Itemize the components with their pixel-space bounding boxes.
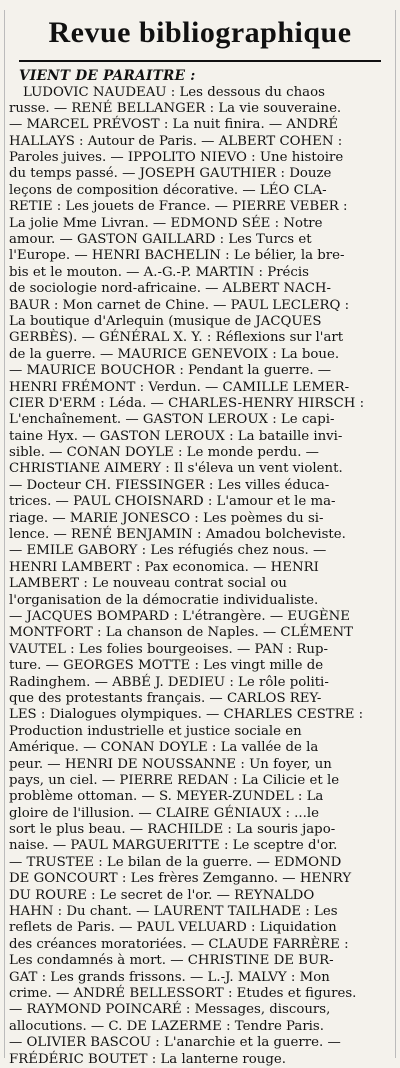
text-line: sort le plus beau. — RACHILDE : La souris japo-	[9, 822, 336, 838]
text-line: HAHN : Du chant. — LAURENT TAILHADE : Les	[9, 904, 338, 920]
text-line: Radinghem. — ABBÉ J. DEDIEU : Le rôle politi-	[9, 674, 329, 690]
text-line: des créances moratoriées. — CLAUDE FARRÈRE :	[9, 936, 349, 952]
text-line: naise. — PAUL MARGUERITTE : Le sceptre d'or.	[9, 838, 338, 854]
text-line: sible. — CONAN DOYLE : Le monde perdu. —	[9, 445, 319, 461]
title-rule	[19, 60, 381, 62]
text-line: pays, un ciel. — PIERRE REDAN : La Cilicie et le	[9, 772, 340, 788]
text-line: — TRUSTEE : Le bilan de la guerre. — EDMOND	[9, 854, 342, 870]
text-line: russe. — RENÉ BELLANGER : La vie souveraine.	[9, 100, 342, 116]
text-line: CIER D'ERM : Léda. — CHARLES-HENRY HIRSCH :	[9, 395, 365, 411]
text-line: HALLAYS : Autour de Paris. — ALBERT COHEN :	[9, 133, 343, 149]
text-line: LAMBERT : Le nouveau contrat social ou	[9, 576, 287, 592]
text-line: problème ottoman. — S. MEYER-ZUNDEL : La	[9, 789, 324, 805]
text-line: — MAURICE BOUCHOR : Pendant la guerre. —	[9, 363, 332, 379]
article-title: Revue bibliographique	[48, 16, 352, 49]
text-line: GERBÈS). — GÉNÉRAL X. Y. : Réflexions sur l'art	[9, 330, 344, 346]
text-line: peur. — HENRI DE NOUSSANNE : Un foyer, un	[9, 756, 332, 772]
text-line: HENRI FRÉMONT : Verdun. — CAMILLE LEMER-	[9, 379, 350, 395]
text-line: CHRISTIANE AIMERY : Il s'éleva un vent violent.	[9, 461, 343, 477]
text-line: — RAYMOND POINCARÉ : Messages, discours,	[9, 1002, 331, 1018]
text-line: — EMILE GABORY : Les réfugiés chez nous. —	[9, 543, 327, 559]
text-line: DU ROURE : Le secret de l'or. — REYNALDO	[9, 887, 315, 903]
text-line: taine Hyx. — GASTON LEROUX : La bataille invi-	[9, 428, 343, 444]
text-line: riage. — MARIE JONESCO : Les poèmes du si-	[9, 510, 324, 526]
text-line: du temps passé. — JOSEPH GAUTHIER : Douze	[9, 166, 332, 182]
text-line: L'enchaînement. — GASTON LEROUX : Le capi-	[9, 412, 335, 428]
text-line: LUDOVIC NAUDEAU : Les dessous du chaos	[23, 84, 325, 100]
text-line: l'organisation de la démocratie individualiste.	[9, 592, 319, 608]
text-line: LES : Dialogues olympiques. — CHARLES CESTRE :	[9, 707, 364, 723]
section-kicker: VIENT DE PARAITRE :	[19, 68, 196, 84]
text-line: BAUR : Mon carnet de Chine. — PAUL LECLERQ :	[9, 297, 350, 313]
text-line: l'Europe. — HENRI BACHELIN : Le bélier, la bre-	[9, 248, 345, 264]
text-line: allocutions. — C. DE LAZERME : Tendre Paris.	[9, 1018, 324, 1034]
text-line: de sociologie nord-africaine. — ALBERT NACH-	[9, 281, 331, 297]
text-line: — JACQUES BOMPARD : L'étrangère. — EUGÈNE	[9, 609, 350, 624]
text-line: Amérique. — CONAN DOYLE : La vallée de la	[9, 740, 319, 756]
article-column	[4, 10, 396, 1067]
text-line: leçons de composition décorative. — LÉO CLA-	[9, 182, 327, 198]
text-line: FRÉDÉRIC BOUTET : La lanterne rouge.	[9, 1051, 286, 1067]
text-line: que des protestants français. — CARLOS REY-	[9, 690, 322, 706]
text-line: ture. — GEORGES MOTTE : Les vingt mille de	[9, 658, 324, 674]
text-line: La jolie Mme Livran. — EDMOND SÉE : Notre	[9, 215, 323, 231]
text-line: — Docteur CH. FIESSINGER : Les villes éduca-	[9, 477, 330, 493]
text-line: de la guerre. — MAURICE GENEVOIX : La boue.	[9, 346, 340, 362]
text-line: lence. — RENÉ BENJAMIN : Amadou bolcheviste.	[9, 527, 346, 543]
text-line: La boutique d'Arlequin (musique de JACQUES	[9, 313, 322, 329]
text-line: MONTFORT : La chanson de Naples. — CLÉMENT	[9, 625, 353, 641]
text-line: crime. — ANDRÉ BELLESSORT : Etudes et figures.	[9, 985, 357, 1001]
text-line: amour. — GASTON GAILLARD : Les Turcs et	[9, 232, 312, 248]
text-line: trices. — PAUL CHOISNARD : L'amour et le ma-	[9, 494, 336, 510]
text-line: — OLIVIER BASCOU : L'anarchie et la guerre. —	[9, 1035, 341, 1051]
article-body	[9, 85, 391, 1068]
text-line: Production industrielle et justice sociale en	[9, 723, 302, 739]
text-line: DE GONCOURT : Les frères Zemganno. — HENRY	[9, 871, 352, 887]
text-line: RETIE : Les jouets de France. — PIERRE VEBER :	[9, 199, 348, 215]
text-line: bis et le mouton. — A.-G.-P. MARTIN : Précis	[9, 264, 309, 280]
text-line: Les condamnés à mort. — CHRISTINE DE BUR-	[9, 953, 334, 969]
text-line: Paroles juives. — IPPOLITO NIEVO : Une histoire	[9, 150, 344, 166]
text-line: HENRI LAMBERT : Pax economica. — HENRI	[9, 559, 319, 575]
text-line: GAT : Les grands frissons. — L.-J. MALVY : Mon	[9, 969, 330, 985]
text-line: gloire de l'illusion. — CLAIRE GÉNIAUX : ...le	[9, 805, 319, 821]
text-line: VAUTEL : Les folies bourgeoises. — PAN : Rup-	[9, 641, 328, 657]
text-line: — MARCEL PRÉVOST : La nuit finira. — ANDRÉ	[9, 117, 339, 133]
text-line: reflets de Paris. — PAUL VELUARD : Liquidation	[9, 920, 337, 936]
